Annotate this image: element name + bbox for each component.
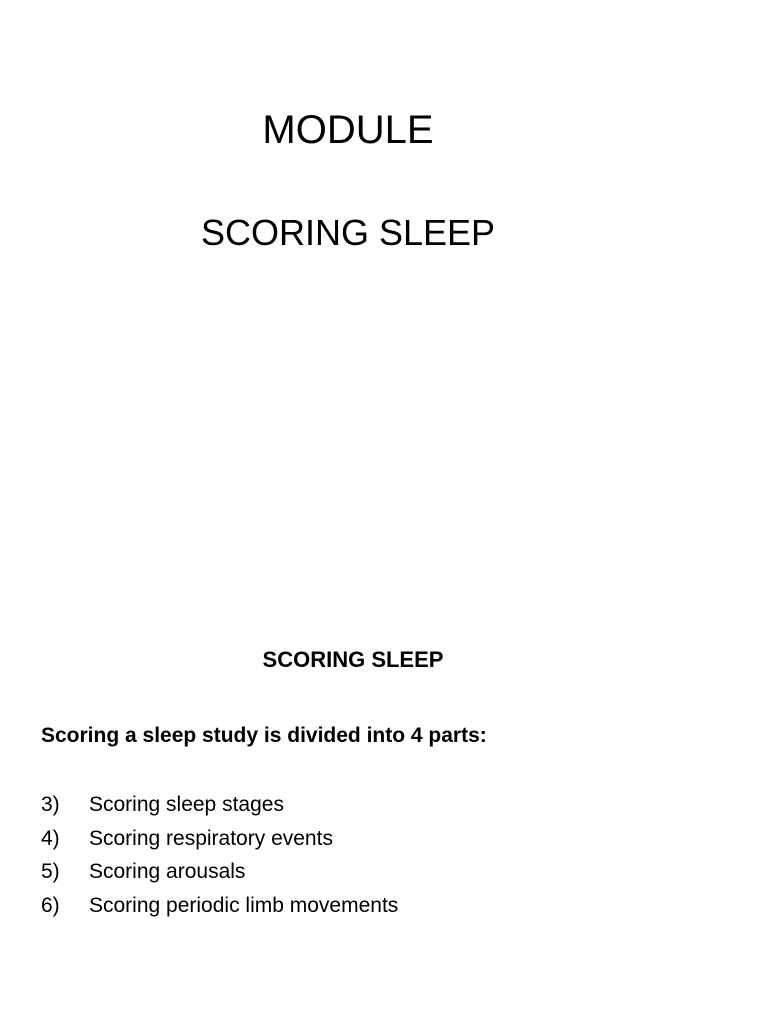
list-item-text: Scoring arousals (89, 860, 246, 883)
list-item-number: 5) (41, 860, 60, 883)
list-item-number: 4) (41, 826, 60, 850)
intro-text: Scoring a sleep study is divided into 4 parts: (41, 724, 487, 747)
list-item-text: Scoring respiratory events (89, 826, 333, 850)
list-item-text: Scoring periodic limb movements (89, 893, 399, 917)
list-item-number: 3) (41, 793, 60, 816)
module-title: MODULE (262, 108, 434, 152)
parts-list (41, 788, 398, 922)
list-item (41, 822, 398, 856)
module-subtitle: SCORING SLEEP (200, 212, 496, 253)
list-item (41, 889, 398, 923)
list-item (41, 788, 398, 822)
list-item-number: 6) (41, 893, 60, 917)
list-item (41, 855, 398, 889)
list-item-text: Scoring sleep stages (89, 793, 284, 816)
section-heading: SCORING SLEEP (262, 647, 444, 672)
